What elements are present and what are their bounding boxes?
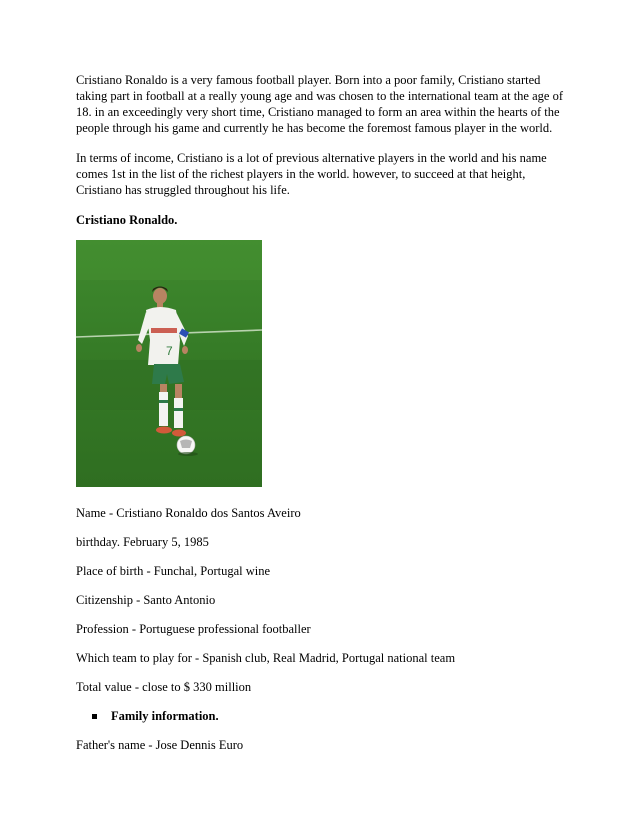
svg-text:7: 7: [166, 344, 173, 358]
bullet-icon: [92, 714, 97, 719]
intro-paragraph-1: Cristiano Ronaldo is a very famous football player. Born into a poor family, Cristiano started taking part in football at a really young age and was chosen to the international team at the age of 18. in an exceedingly very short time, Cristiano managed to form an area within the hearts of the people through his game and currently he has become the foremost famous player in the world.: [76, 73, 563, 135]
document-page: [76, 72, 566, 766]
football-icon: [177, 436, 195, 454]
fact-name: Name - Cristiano Ronaldo dos Santos Aveiro: [76, 506, 301, 520]
bullet-family-information: [92, 708, 566, 724]
player-photo: [76, 240, 262, 487]
fact-team: Which team to play for - Spanish club, Real Madrid, Portugal national team: [76, 651, 456, 665]
section-title: Cristiano Ronaldo.: [76, 213, 178, 227]
fact-father-name: Father's name - Jose Dennis Euro: [76, 738, 244, 752]
fact-birthday: birthday. February 5, 1985: [76, 535, 209, 549]
fact-total-value: Total value - close to $ 330 million: [76, 680, 252, 694]
intro-paragraph-2: In terms of income, Cristiano is a lot of previous alternative players in the world and his name comes 1st in the list of the richest players in the world. however, to succeed at that height, Cristiano has struggled throughout his life.: [76, 151, 547, 197]
fact-citizenship: Citizenship - Santo Antonio: [76, 593, 216, 607]
fact-place-of-birth: Place of birth - Funchal, Portugal wine: [76, 564, 271, 578]
fact-profession: Profession - Portuguese professional footballer: [76, 622, 311, 636]
bullet-label: Family information.: [111, 709, 219, 723]
